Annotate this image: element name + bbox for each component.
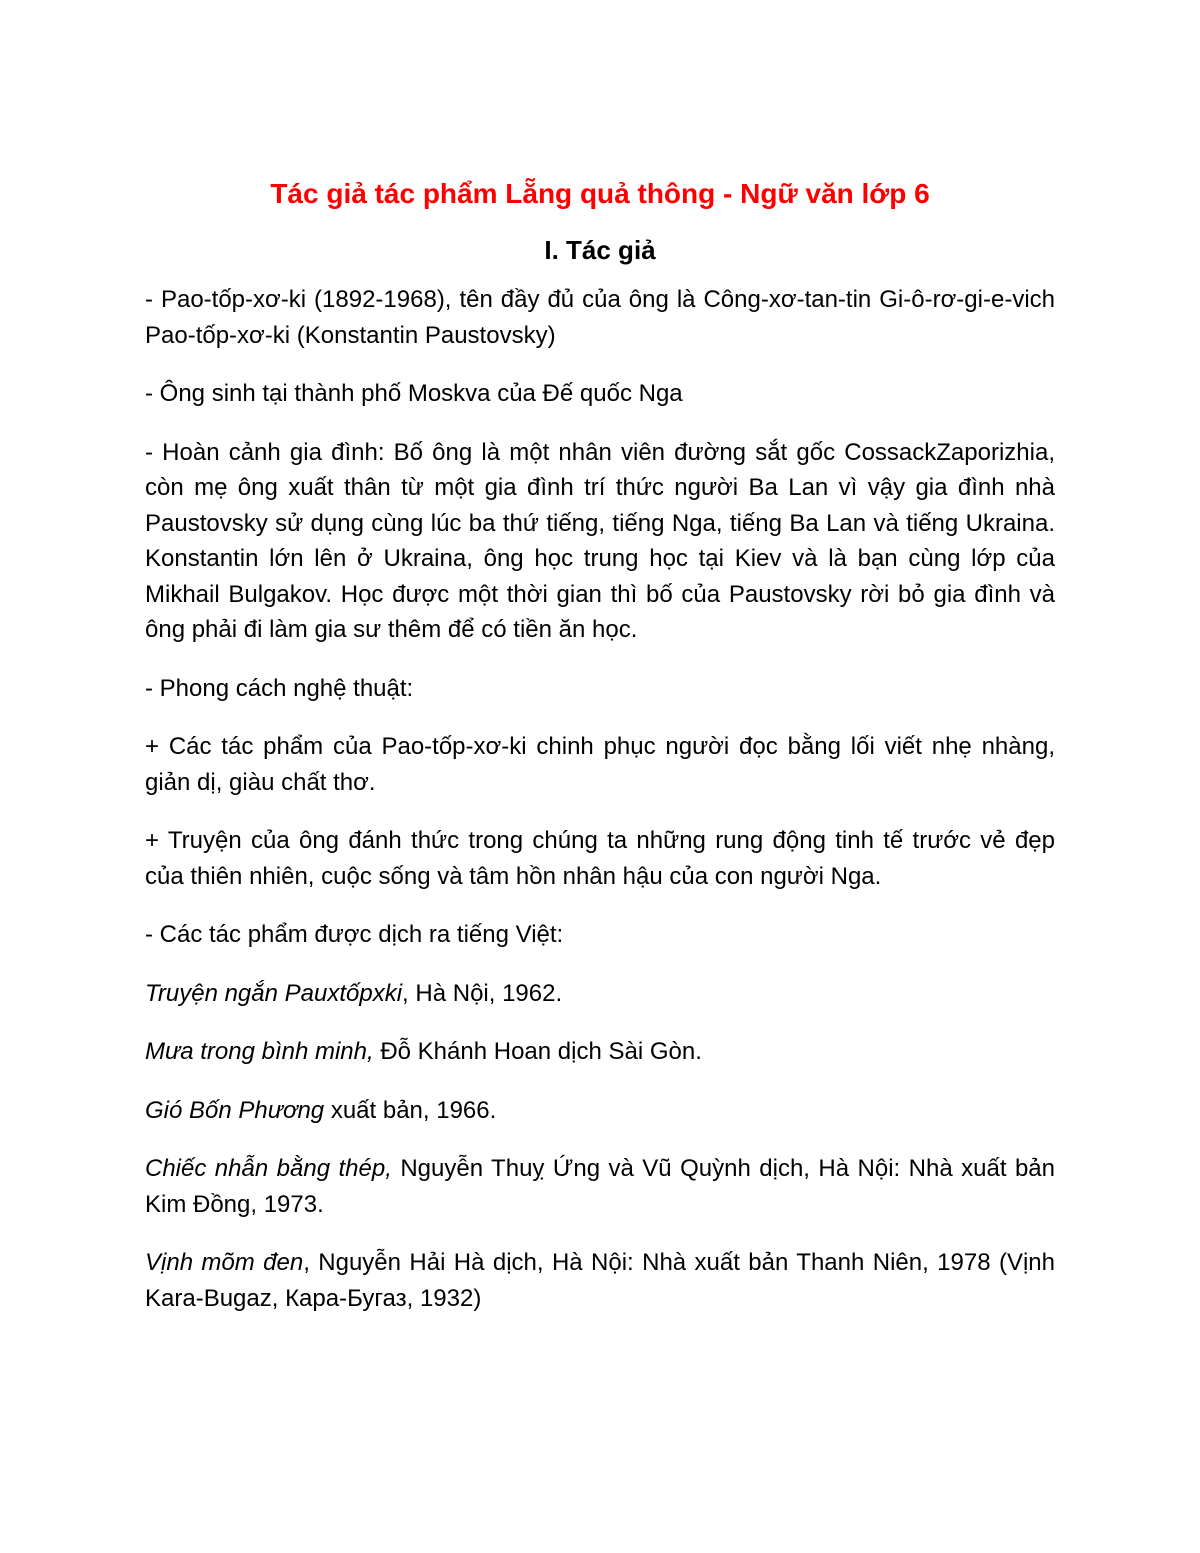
work-details: xuất bản, 1966. [324, 1096, 497, 1124]
work-title: Vịnh mõm đen [145, 1249, 304, 1276]
paragraph-style-2: + Truyện của ông đánh thức trong chúng ta những rung động tinh tế trước vẻ đẹp của thiên nhiên, cuộc sống và tâm hồn nhân hậu của con người Nga. [145, 827, 1055, 890]
work-details: , Hà Nội, 1962. [402, 979, 563, 1007]
document-title: Tác giả tác phẩm Lẵng quả thông - Ngữ văn lớp 6 [270, 178, 930, 209]
paragraph-birthplace: - Ông sinh tại thành phố Moskva của Đế quốc Nga [145, 380, 683, 407]
work-title: Chiếc nhẫn bằng thép, [145, 1155, 392, 1182]
paragraph-style-1: + Các tác phẩm của Pao-tốp-xơ-ki chinh phục người đọc bằng lối viết nhẹ nhàng, giản dị, giàu chất thơ. [145, 733, 1055, 796]
paragraph-translations-heading: - Các tác phẩm được dịch ra tiếng Việt: [145, 921, 564, 948]
work-item-2 [145, 1034, 1055, 1070]
work-item-1 [145, 976, 1055, 1012]
work-item-5 [145, 1245, 1055, 1316]
document-page [145, 170, 1055, 1339]
work-details: Đỗ Khánh Hoan dịch Sài Gòn. [373, 1038, 702, 1065]
paragraph-family: - Hoàn cảnh gia đình: Bố ông là một nhân viên đường sắt gốc CossackZaporizhia, còn mẹ ông xuất thân từ một gia đình trí thức người Ba Lan vì vậy gia đình nhà Paustovsky sử dụng cùng lúc ba thứ tiếng, tiếng Nga, tiếng Ba Lan và tiếng Ukraina. Konstantin lớn lên ở Ukraina, ông học trung học tại Kiev và là bạn cùng lớp của Mikhail Bulgakov. Học được một thời gian thì bố của Paustovsky rời bỏ gia đình và ông phải đi làm gia sư thêm để có tiền ăn học. [145, 438, 1055, 643]
work-item-3 [145, 1093, 1055, 1129]
work-details: Nguyễn Thuỵ Ứng và Vũ Quỳnh dịch, Hà Nội: Nhà xuất bản Kim Đồng, 1973. [145, 1155, 1055, 1218]
work-title: Truyện ngắn Pauxtốpxki [145, 979, 403, 1007]
work-title: Gió Bốn Phương [145, 1096, 325, 1124]
work-title: Mưa trong bình minh, [145, 1038, 374, 1065]
work-item-4 [145, 1151, 1055, 1222]
work-details: , Nguyễn Hải Hà dịch, Hà Nội: Nhà xuất bản Thanh Niên, 1978 (Vịnh Kara-Bugaz, Кара-Бугаз, 1932) [145, 1249, 1055, 1312]
section-heading-author: I. Tác giả [544, 235, 656, 265]
paragraph-style-heading: - Phong cách nghệ thuật: [145, 674, 414, 702]
paragraph-bio: - Pao-tốp-xơ-ki (1892-1968), tên đầy đủ của ông là Công-xơ-tan-tin Gi-ô-rơ-gi-e-vich Pao-tốp-xơ-ki (Konstantin Paustovsky) [145, 286, 1055, 349]
